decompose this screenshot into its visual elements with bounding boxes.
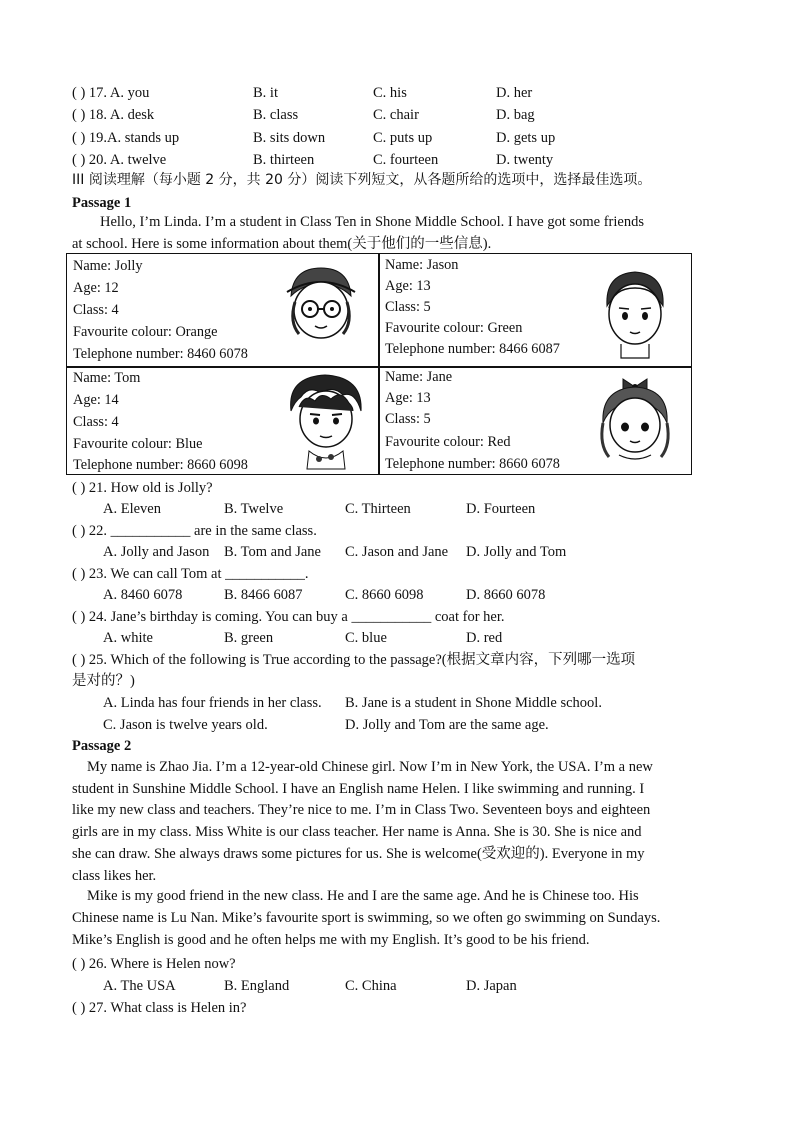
option-c: C. Thirteen [345, 501, 411, 517]
passage-line: Mike’s English is good and he often helps me with my English. It’s good to be his friend. [72, 932, 590, 948]
option-a: A. white [103, 630, 153, 646]
passage-line: Mike is my good friend in the new class. He and I are the same age. And he is Chinese too. His [87, 888, 639, 904]
person-colour: Favourite colour: Blue [73, 436, 203, 452]
option-a: A. Eleven [103, 501, 161, 517]
option-c: C. chair [373, 107, 419, 123]
passage1-line1: Hello, I’m Linda. I’m a student in Class Ten in Shone Middle School. I have got some friends [100, 214, 644, 230]
question-stem: ( ) 25. Which of the following is True according to the passage?(根据文章内容，下列哪一选项 [72, 652, 636, 668]
question-stem: ( ) 22. ___________ are in the same class. [72, 523, 317, 539]
option-d: D. Fourteen [466, 501, 536, 517]
option-c: C. China [345, 978, 397, 994]
boy-avatar-icon [597, 266, 673, 360]
question-stem: ( ) 27. What class is Helen in? [72, 1000, 247, 1016]
option-d: D. 8660 6078 [466, 587, 546, 603]
option-d: D. Japan [466, 978, 517, 994]
option-b: B. 8466 6087 [224, 587, 303, 603]
person-card-jolly [67, 254, 378, 366]
person-colour: Favourite colour: Green [385, 320, 523, 336]
option-c: C. Jason is twelve years old. [103, 717, 268, 733]
option-b: B. Twelve [224, 501, 284, 517]
person-class: Class: 5 [385, 299, 431, 315]
option-d: D. red [466, 630, 503, 646]
option-a: ( ) 17. A. you [72, 85, 150, 101]
girl-with-glasses-avatar-icon [281, 262, 361, 346]
option-a: A. The USA [103, 978, 176, 994]
passage-line: Chinese name is Lu Nan. Mike’s favourite sport is swimming, so we often go swimming on Sundays. [72, 910, 661, 926]
girl-with-bow-avatar-icon [593, 373, 677, 469]
option-c: C. fourteen [373, 152, 439, 168]
person-age: Age: 14 [73, 392, 119, 408]
passage-line: girls are in my class. Miss White is our class teacher. Her name is Anna. She is 30. She is nice and [72, 824, 642, 840]
option-b: B. thirteen [253, 152, 315, 168]
friends-info-table [66, 253, 692, 475]
option-c: C. his [373, 85, 407, 101]
option-d: D. her [496, 85, 533, 101]
person-name: Name: Jason [385, 257, 459, 273]
option-d: D. gets up [496, 130, 556, 146]
person-class: Class: 4 [73, 414, 119, 430]
passage-line: student in Sunshine Middle School. I have an English name Helen. I like swimming and running. I [72, 781, 645, 797]
passage1-title: Passage 1 [72, 195, 132, 211]
option-a: A. Linda has four friends in her class. [103, 695, 322, 711]
section-heading: III 阅读理解（每小题 2 分，共 20 分）阅读下列短文，从各题所给的选项中，选择最佳选项。 [72, 172, 652, 188]
passage-line: like my new class and teachers. They’re nice to me. I’m in Class Two. Seventeen boys and eighteen [72, 802, 651, 818]
person-colour: Favourite colour: Red [385, 434, 511, 450]
option-d: D. twenty [496, 152, 554, 168]
person-class: Class: 4 [73, 302, 119, 318]
option-d: D. Jolly and Tom [466, 544, 567, 560]
person-telephone: Telephone number: 8466 6087 [385, 341, 560, 357]
person-class: Class: 5 [385, 411, 431, 427]
person-telephone: Telephone number: 8660 6098 [73, 457, 248, 473]
option-c: C. 8660 6098 [345, 587, 424, 603]
person-telephone: Telephone number: 8660 6078 [385, 456, 560, 472]
option-b: B. sits down [253, 130, 326, 146]
person-telephone: Telephone number: 8460 6078 [73, 346, 248, 362]
option-b: B. it [253, 85, 278, 101]
person-name: Name: Jane [385, 369, 453, 385]
person-age: Age: 13 [385, 390, 431, 406]
person-age: Age: 13 [385, 278, 431, 294]
option-c: C. Jason and Jane [345, 544, 449, 560]
question-stem-cont: 是对的？) [72, 673, 135, 689]
option-b: B. class [253, 107, 299, 123]
option-b: B. Jane is a student in Shone Middle school. [345, 695, 602, 711]
option-b: B. Tom and Jane [224, 544, 321, 560]
person-card-tom [67, 367, 378, 475]
option-b: B. England [224, 978, 290, 994]
question-stem: ( ) 24. Jane’s birthday is coming. You can buy a ___________ coat for her. [72, 609, 505, 625]
option-a: A. Jolly and Jason [103, 544, 210, 560]
person-name: Name: Tom [73, 370, 141, 386]
option-a: ( ) 19.A. stands up [72, 130, 180, 146]
question-stem: ( ) 21. How old is Jolly? [72, 480, 213, 496]
person-card-jason [379, 254, 691, 366]
question-stem: ( ) 26. Where is Helen now? [72, 956, 236, 972]
option-d: D. Jolly and Tom are the same age. [345, 717, 549, 733]
person-card-jane [379, 367, 691, 475]
passage-line: class likes her. [72, 868, 157, 884]
person-age: Age: 12 [73, 280, 119, 296]
option-d: D. bag [496, 107, 535, 123]
passage-line: she can draw. She always draws some pictures for us. She is welcome(受欢迎的). Everyone in my [72, 846, 645, 862]
person-name: Name: Jolly [73, 258, 143, 274]
passage2-title: Passage 2 [72, 738, 132, 754]
option-b: B. green [224, 630, 274, 646]
option-a: ( ) 18. A. desk [72, 107, 155, 123]
option-c: C. blue [345, 630, 387, 646]
passage1-line2: at school. Here is some information about them(关于他们的一些信息). [72, 236, 492, 252]
question-stem: ( ) 23. We can call Tom at ___________. [72, 566, 309, 582]
option-a: A. 8460 6078 [103, 587, 183, 603]
option-a: ( ) 20. A. twelve [72, 152, 167, 168]
passage-line: My name is Zhao Jia. I’m a 12-year-old Chinese girl. Now I’m in New York, the USA. I’m a new [87, 759, 653, 775]
person-colour: Favourite colour: Orange [73, 324, 218, 340]
boy-with-curly-hair-avatar-icon [285, 371, 367, 471]
option-c: C. puts up [373, 130, 433, 146]
